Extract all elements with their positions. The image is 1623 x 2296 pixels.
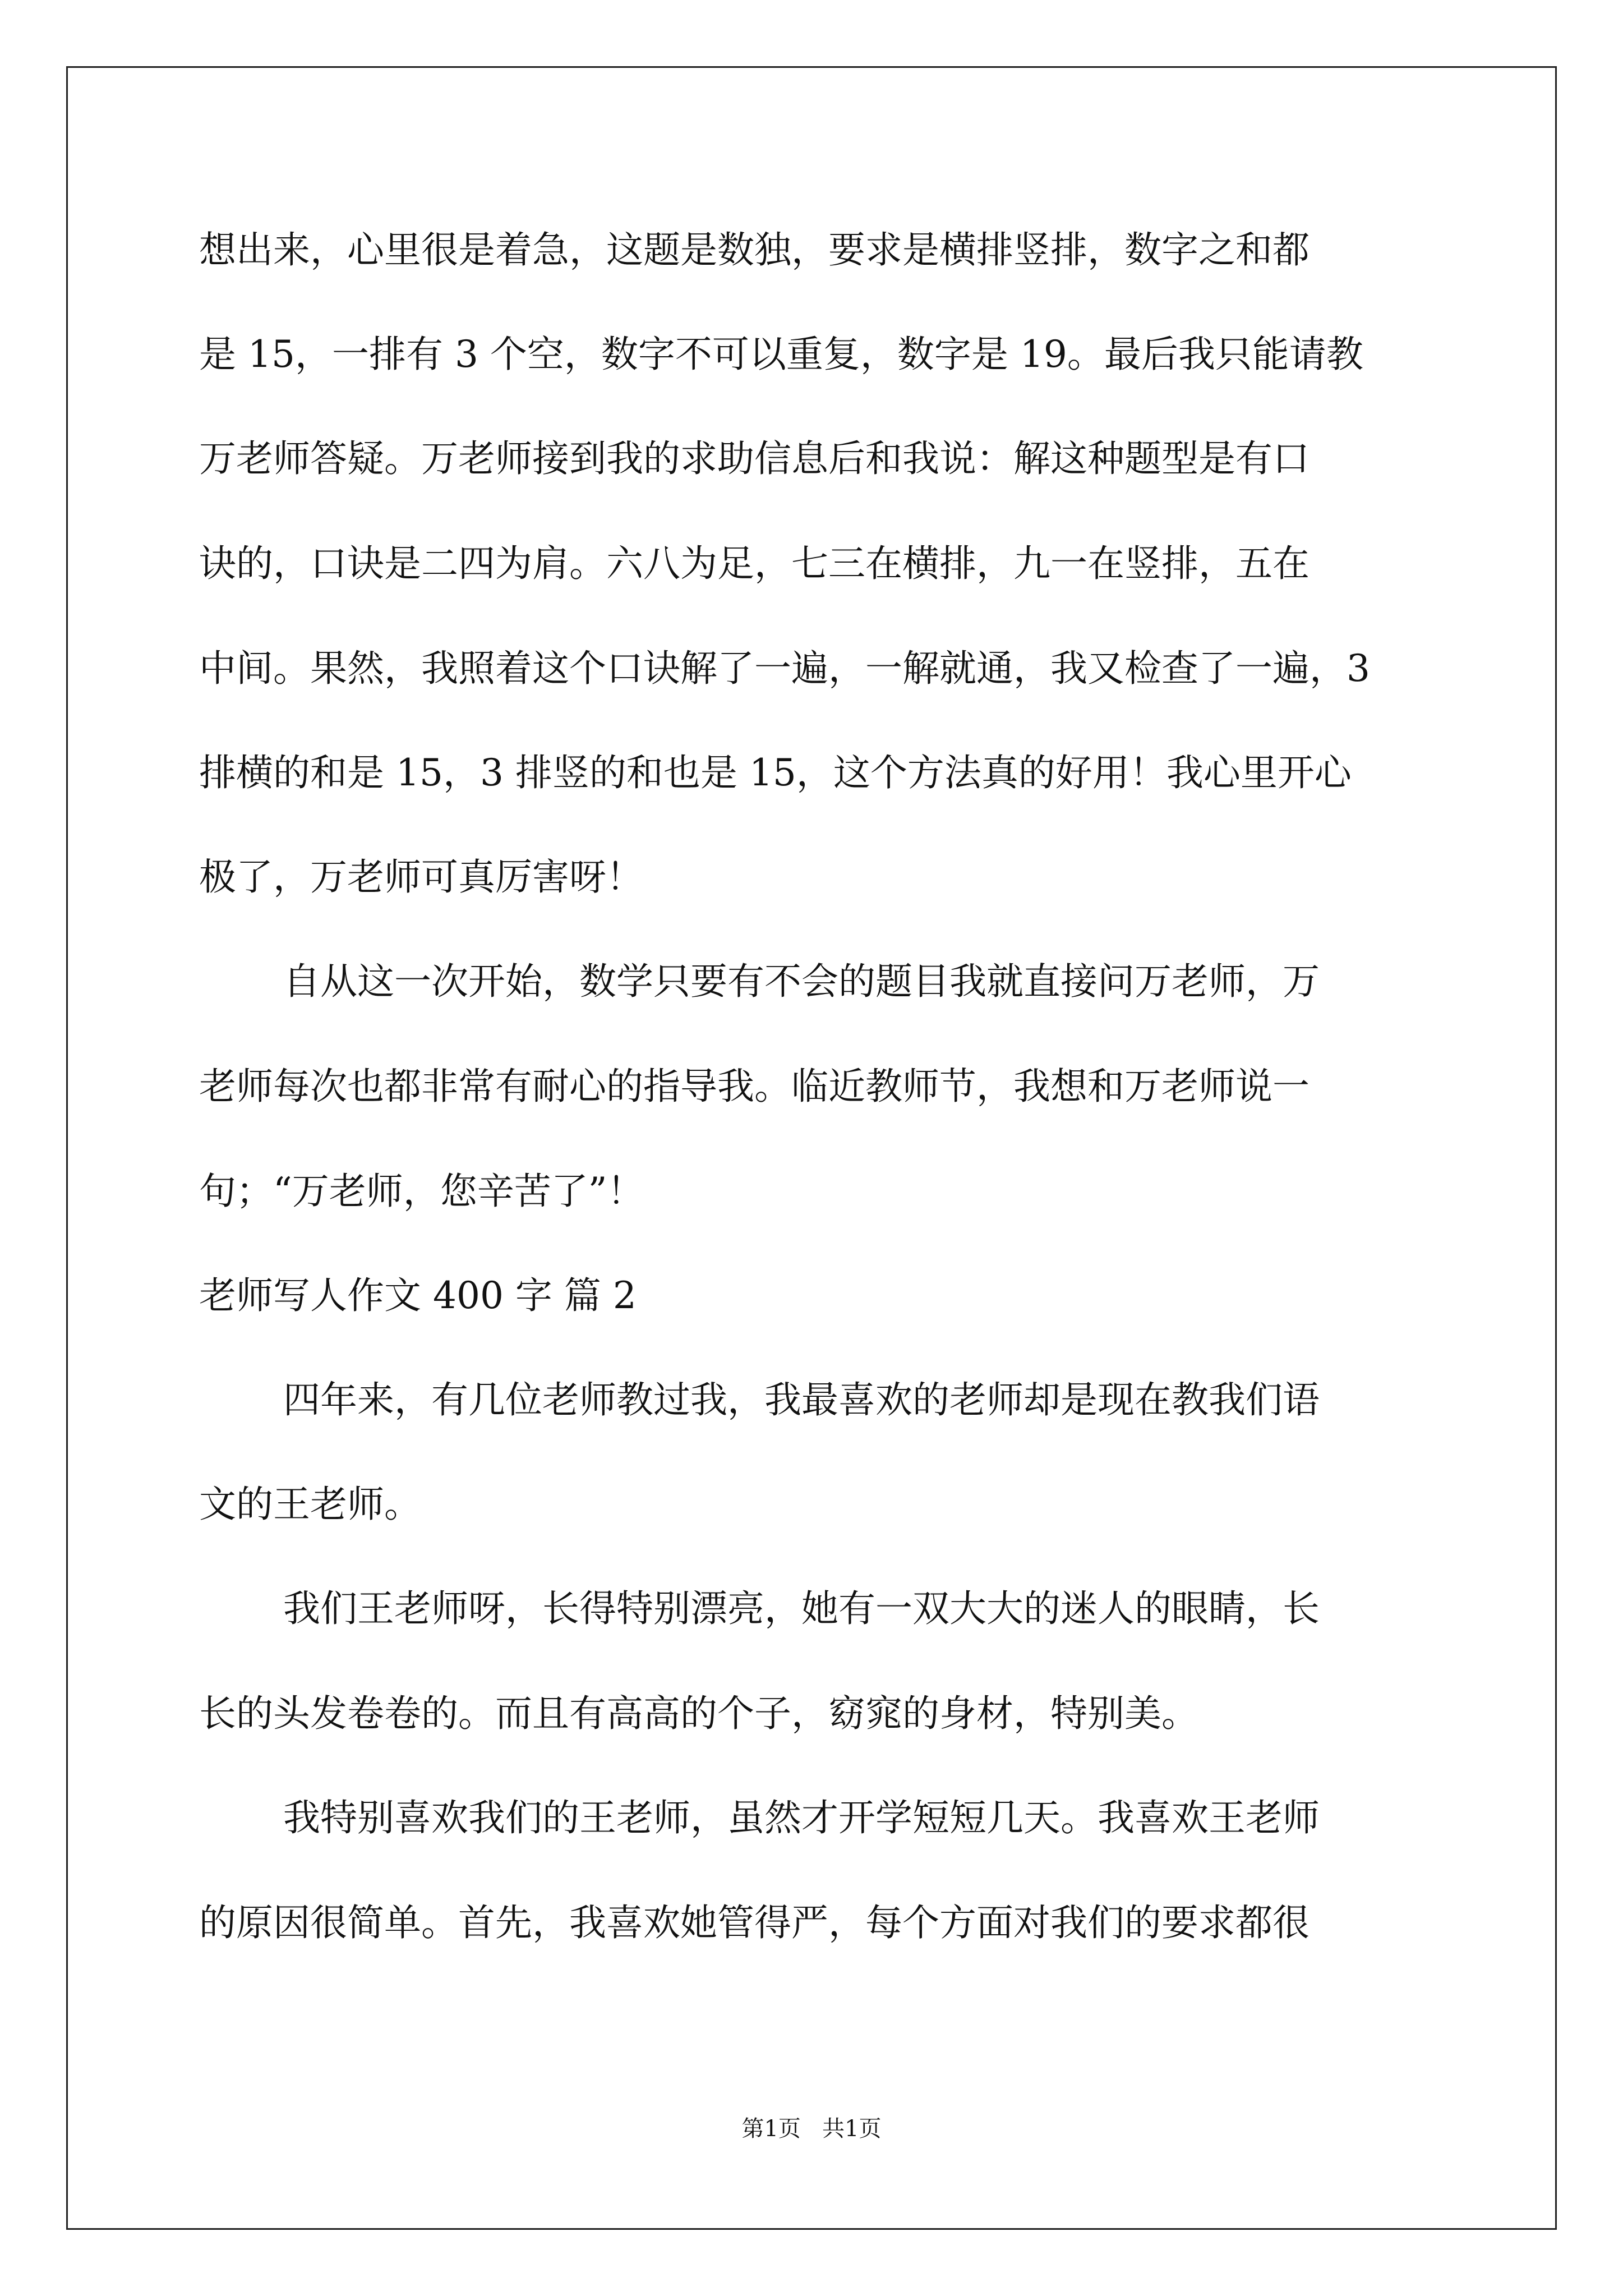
- text-line: 想出来，心里很是着急，这题是数独，要求是横排竖排，数字之和都: [199, 228, 1310, 272]
- text-line: 老师每次也都非常有耐心的指导我。临近教师节，我想和万老师说一: [199, 1065, 1310, 1108]
- paragraph-first-line: 四年来，有几位老师教过我，我最喜欢的老师却是现在教我们语: [283, 1378, 1320, 1421]
- text-line: 长的头发卷卷的。而且有高高的个子，窈窕的身材，特别美。: [199, 1692, 1198, 1735]
- paragraph-first-line: 自从这一次开始，数学只要有不会的题目我就直接问万老师，万: [283, 960, 1320, 1003]
- text-line: 排横的和是 15，3 排竖的和也是 15，这个方法真的好用！我心里开心: [199, 751, 1352, 794]
- paragraph-first-line: 我特别喜欢我们的王老师，虽然才开学短短几天。我喜欢王老师: [283, 1796, 1320, 1839]
- text-line: 文的王老师。: [199, 1483, 421, 1526]
- text-line: 万老师答疑。万老师接到我的求助信息后和我说：解这种题型是有口: [199, 437, 1310, 480]
- text-line: 极了，万老师可真厉害呀！: [199, 855, 643, 899]
- text-line: 诀的，口诀是二四为肩。六八为足，七三在横排，九一在竖排，五在: [199, 542, 1310, 585]
- text-line: 中间。果然，我照着这个口诀解了一遍，一解就通，我又检查了一遍，3: [199, 647, 1370, 690]
- page-footer: 第1页 共1页: [741, 2116, 882, 2142]
- paragraph-first-line: 我们王老师呀，长得特别漂亮，她有一双大大的迷人的眼睛，长: [283, 1587, 1320, 1630]
- section-heading: 老师写人作文 400 字 篇 2: [199, 1274, 637, 1317]
- text-line: 的原因很简单。首先，我喜欢她管得严，每个方面对我们的要求都很: [199, 1901, 1310, 1944]
- text-line: 句；“万老师，您辛苦了”！: [199, 1170, 644, 1213]
- text-line: 是 15，一排有 3 个空，数字不可以重复，数字是 19。最后我只能请教: [199, 333, 1363, 376]
